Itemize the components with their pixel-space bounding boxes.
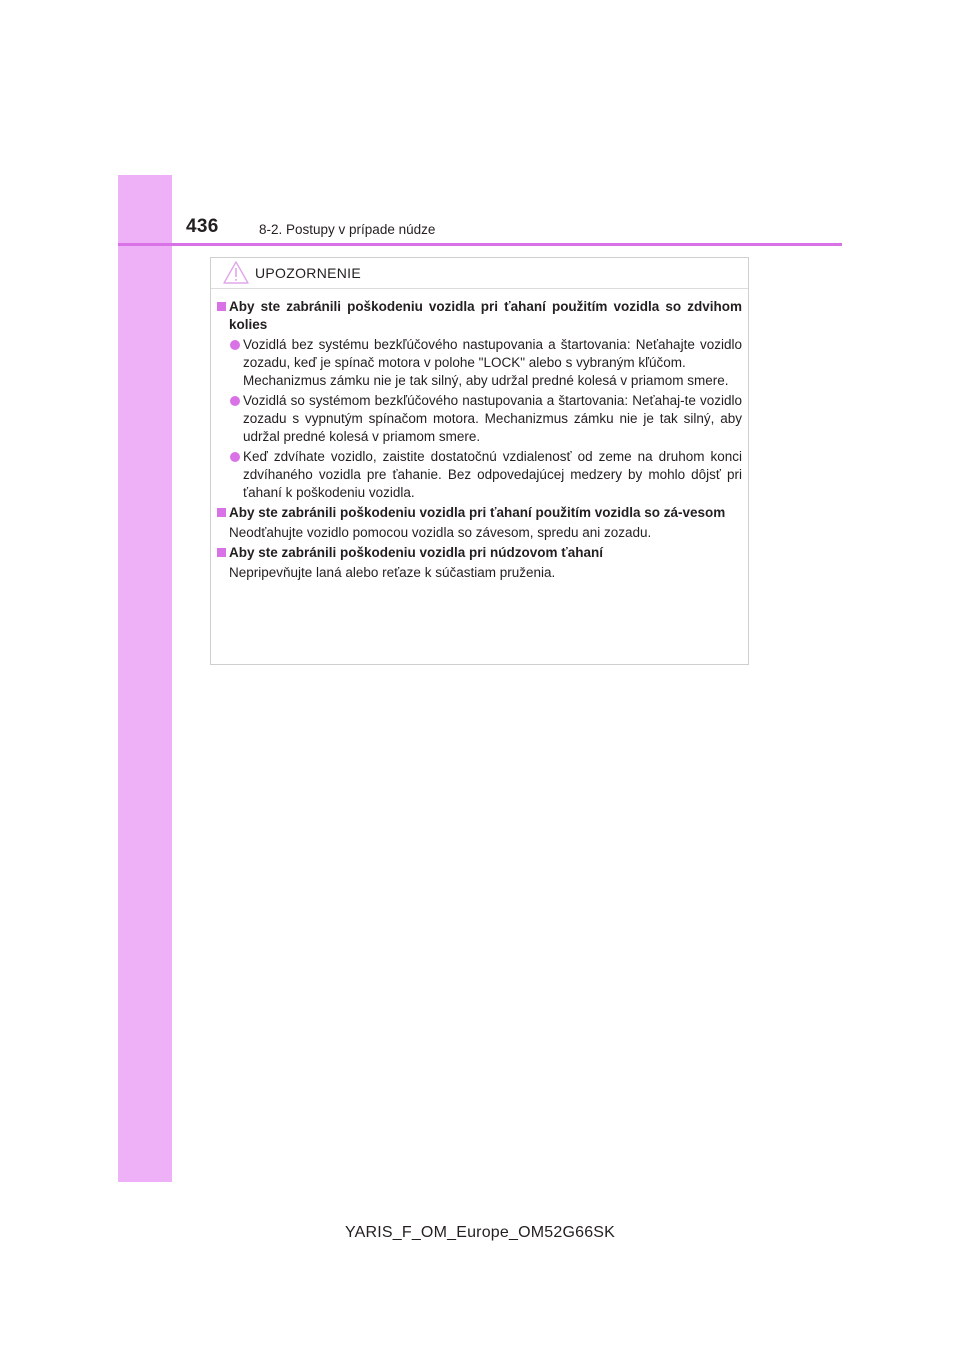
square-bullet-icon — [217, 508, 226, 517]
warning-heading-wheel-lift — [215, 298, 742, 334]
paragraph-text: Nepripevňujte laná alebo reťaze k súčastiam pruženia. — [229, 565, 556, 580]
bullet-text: Keď zdvíhate vozidlo, zaistite dostatočnú vzdialenosť od zeme na druhom konci zdvíhaného vozidla pre ťahanie. Bez odpovedajúcej medzery by mohlo dôjsť pri ťahaní k poškodeniu vozidla. — [243, 449, 742, 500]
warning-label: UPOZORNENIE — [255, 265, 361, 281]
warning-triangle-icon — [223, 261, 249, 284]
heading-text: Aby ste zabránili poškodeniu vozidla pri núdzovom ťahaní — [229, 545, 604, 560]
heading-text: Aby ste zabránili poškodeniu vozidla pri ťahaní použitím vozidla so zdvihom kolies — [229, 299, 742, 332]
warning-paragraph-emergency — [215, 564, 742, 582]
bullet-item-no-keyless — [215, 336, 742, 390]
circle-bullet-icon — [230, 340, 240, 350]
warning-box — [210, 257, 749, 665]
document-code: YARIS_F_OM_Europe_OM52G66SK — [344, 1224, 616, 1241]
page-number: 436 — [186, 216, 219, 237]
circle-bullet-icon — [230, 452, 240, 462]
bullet-text: Vozidlá bez systému bezkľúčového nastupovania a štartovania: Neťahajte vozidlo zozadu, keď je spínač motora v polohe "LOCK" alebo s vybraným kľúčom. — [243, 337, 742, 370]
header-rule — [118, 243, 842, 246]
warning-header — [211, 258, 748, 289]
bullet-item-ground-clearance — [215, 448, 742, 502]
square-bullet-icon — [217, 302, 226, 311]
square-bullet-icon — [217, 548, 226, 557]
warning-heading-emergency-towing — [215, 544, 742, 562]
chapter-tab-bar — [118, 175, 172, 1182]
warning-paragraph-sling — [215, 524, 742, 542]
section-title: 8-2. Postupy v prípade núdze — [259, 222, 436, 237]
bullet-text: Vozidlá so systémom bezkľúčového nastupovania a štartovania: Neťahaj-te vozidlo zozadu s vypnutým spínačom motora. Mechanizmus zámku nie je tak silný, aby udržal predné kolesá v priamom smere. — [243, 393, 742, 444]
heading-text: Aby ste zabránili poškodeniu vozidla pri ťahaní použitím vozidla so zá-vesom — [229, 505, 726, 520]
warning-heading-sling-type — [215, 504, 742, 522]
bullet-item-keyless — [215, 392, 742, 446]
warning-body — [211, 298, 748, 584]
bullet-text-continued: Mechanizmus zámku nie je tak silný, aby udržal predné kolesá v priamom smere. — [243, 373, 729, 388]
circle-bullet-icon — [230, 396, 240, 406]
paragraph-text: Neodťahujte vozidlo pomocou vozidla so závesom, spredu ani zozadu. — [229, 525, 652, 540]
